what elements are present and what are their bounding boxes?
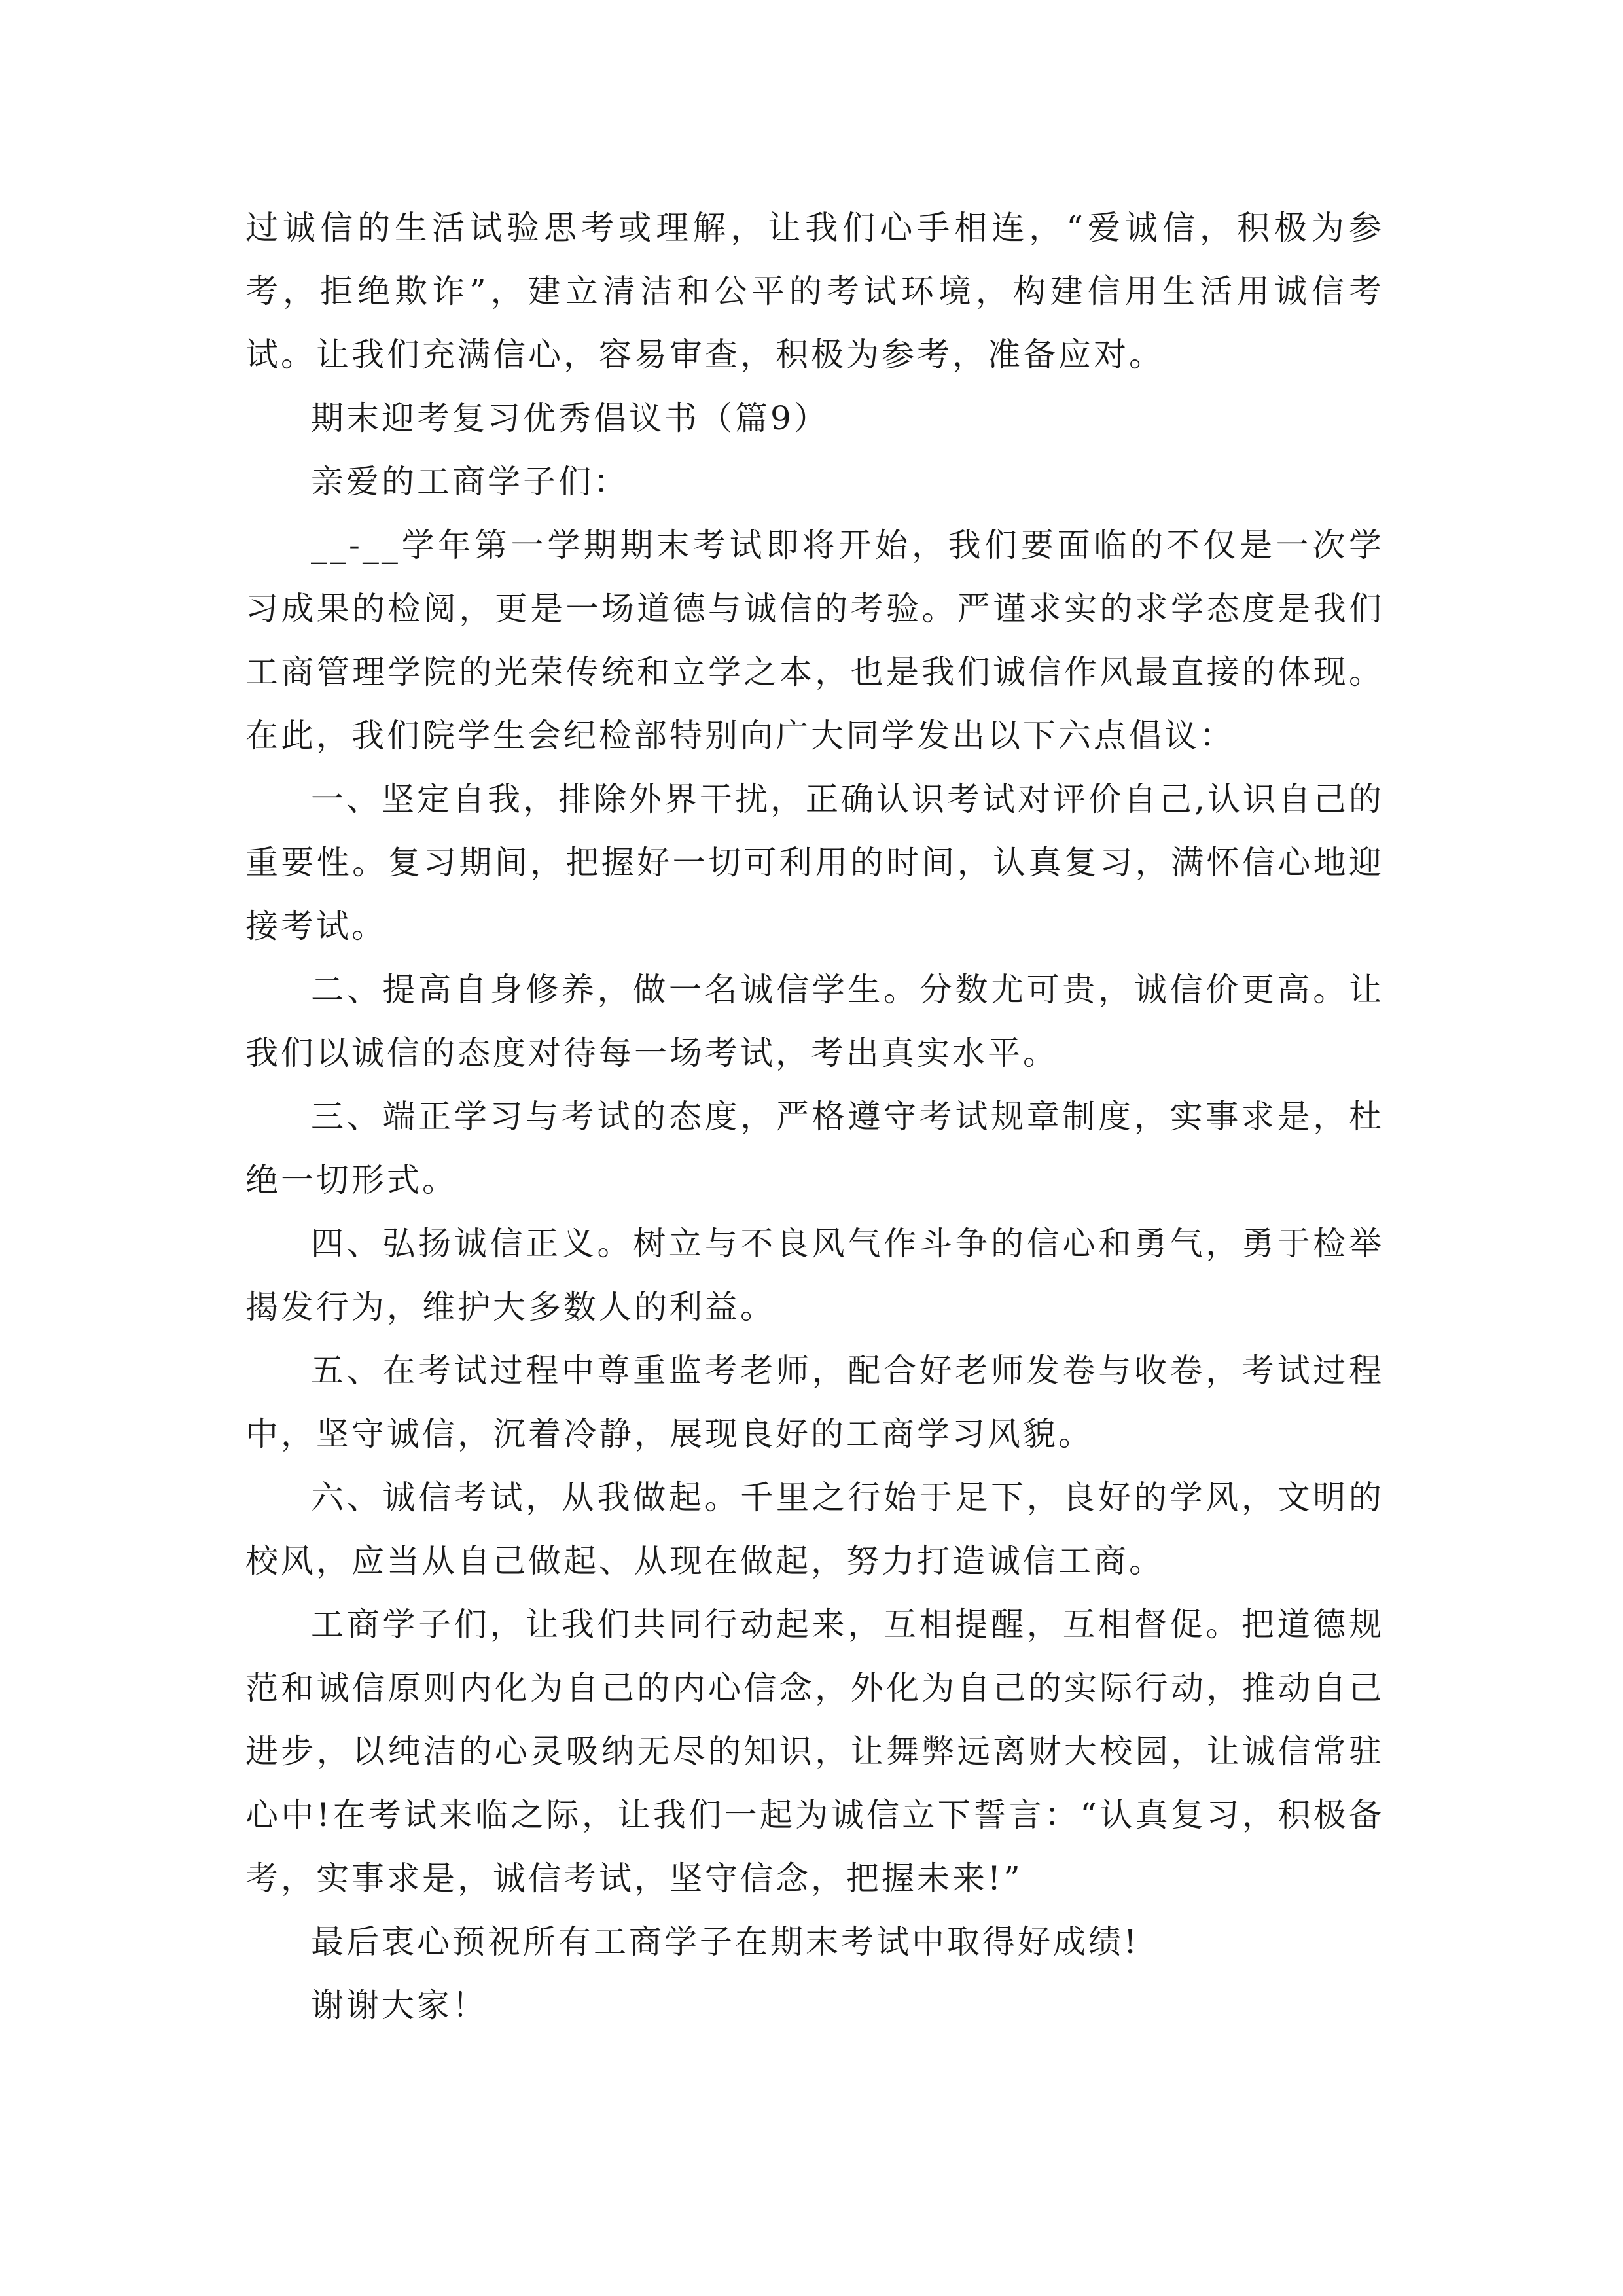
proposal-item-4: 四、弘扬诚信正义。树立与不良风气作斗争的信心和勇气，勇于检举揭发行为，维护大多数人的利益。: [245, 1225, 1384, 1326]
proposal-item-6: 六、诚信考试，从我做起。千里之行始于足下，良好的学风，文明的校风，应当从自己做起、从现在做起，努力打造诚信工商。: [245, 1479, 1384, 1580]
proposal-item-1: 一、坚定自我，排除外界干扰，正确认识考试对评价自己,认识自己的重要性。复习期间，把握好一切可利用的时间，认真复习，满怀信心地迎接考试。: [245, 780, 1384, 945]
proposal-item-3: 三、端正学习与考试的态度，严格遵守考试规章制度，实事求是，杜绝一切形式。: [245, 1098, 1384, 1199]
proposal-item-5: 五、在考试过程中尊重监考老师，配合好老师发卷与收卷，考试过程中，坚守诚信，沉着冷静，展现良好的工商学习风貌。: [245, 1352, 1384, 1453]
paragraph-closing-wish: 最后衷心预祝所有工商学子在期末考试中取得好成绩!: [311, 1923, 1140, 1961]
paragraph-continuation: 过诚信的生活试验思考或理解，让我们心手相连，“爱诚信，积极为参考，拒绝欺诈”，建立清洁和公平的考试环境，构建信用生活用诚信考试。让我们充满信心，容易审查，积极为参考，准备应对。: [245, 209, 1384, 374]
paragraph-intro: __-__学年第一学期期末考试即将开始，我们要面临的不仅是一次学习成果的检阅，更是一场道德与诚信的考验。严谨求实的求学态度是我们工商管理学院的光荣传统和立学之本，也是我们诚信作风最直接的体现。在此，我们院学生会纪检部特别向广大同学发出以下六点倡议：: [245, 526, 1384, 755]
document-body: [245, 196, 1384, 2037]
section-heading: 期末迎考复习优秀倡议书（篇9）: [311, 399, 829, 437]
proposal-item-2: 二、提高自身修养，做一名诚信学生。分数尤可贵，诚信价更高。让我们以诚信的态度对待每一场考试，考出真实水平。: [245, 971, 1384, 1072]
paragraph-call-to-action: 工商学子们，让我们共同行动起来，互相提醒，互相督促。把道德规范和诚信原则内化为自己的内心信念，外化为自己的实际行动，推动自己进步，以纯洁的心灵吸纳无尽的知识，让舞弊远离财大校园，让诚信常驻心中!在考试来临之际，让我们一起为诚信立下誓言：“认真复习，积极备考，实事求是，诚信考试，坚守信念，把握未来!”: [245, 1605, 1384, 1897]
paragraph-thanks: 谢谢大家！: [311, 1986, 488, 2024]
salutation: 亲爱的工商学子们：: [311, 463, 629, 501]
